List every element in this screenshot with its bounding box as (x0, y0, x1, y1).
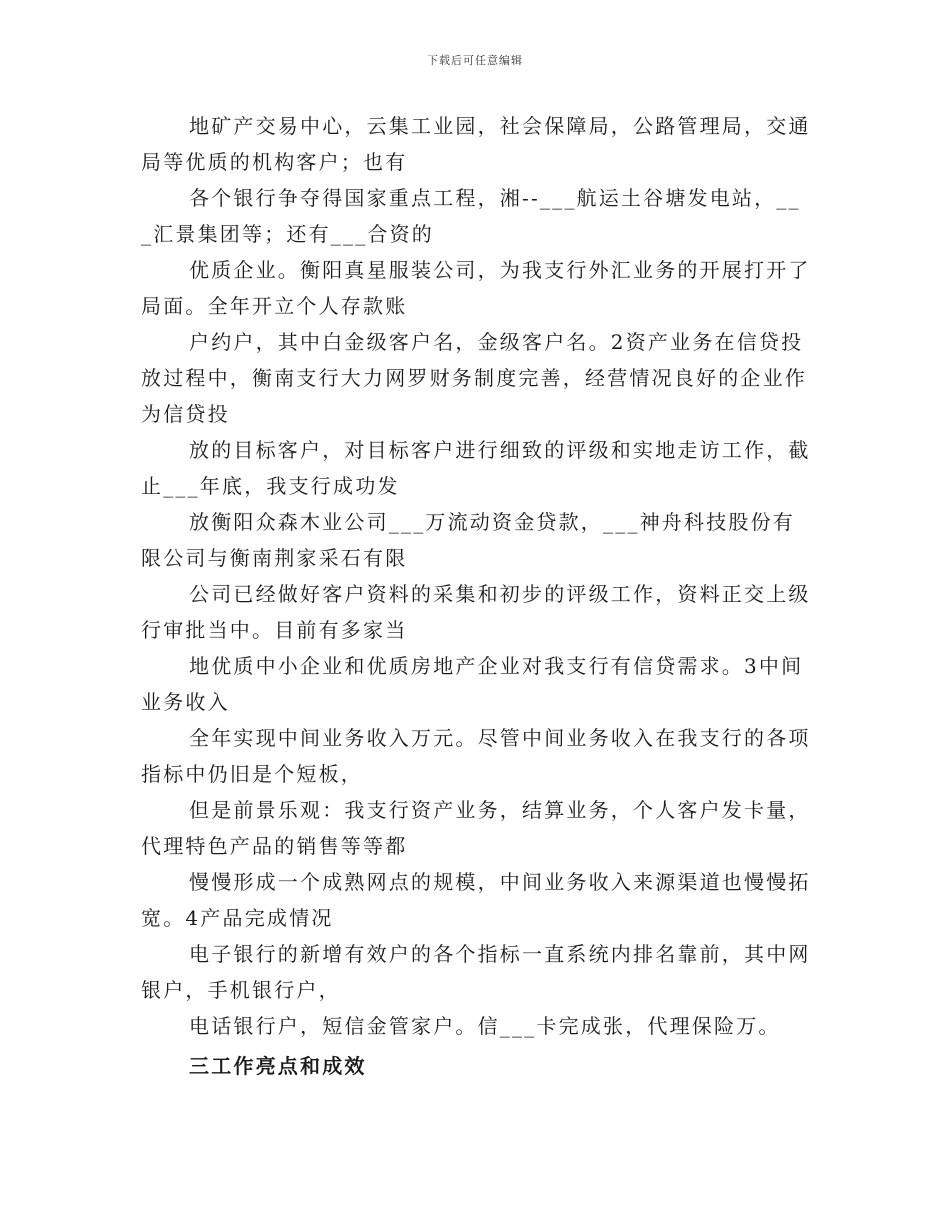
paragraph: 但是前景乐观：我支行资产业务，结算业务，个人客户发卡量，代理特色产品的销售等等都 (141, 798, 811, 858)
paragraph: 地矿产交易中心，云集工业园，社会保障局，公路管理局，交通局等优质的机构客户；也有 (141, 114, 811, 174)
section-heading: 三工作亮点和成效 (189, 1054, 367, 1078)
paragraph: 各个银行争夺得国家重点工程，湘--___航运土谷塘发电站，___汇景集团等；还有___合资的 (141, 186, 801, 246)
paragraph: 户约户，其中白金级客户名，金级客户名。2资产业务在信贷投放过程中，衡南支行大力网罗财务制度完善，经营情况良好的企业作为信贷投 (141, 330, 807, 426)
paragraph: 慢慢形成一个成熟网点的规模，中间业务收入来源渠道也慢慢拓宽。4产品完成情况 (141, 870, 811, 930)
paragraph: 优质企业。衡阳真星服装公司，为我支行外汇业务的开展打开了局面。全年开立个人存款账 (141, 258, 811, 318)
paragraph: 放衡阳众森木业公司___万流动资金贷款，___神舟科技股份有限公司与衡南荆家采石有限 (141, 510, 795, 570)
paragraph: 地优质中小企业和优质房地产企业对我支行有信贷需求。3中间业务收入 (141, 654, 804, 714)
page-header-note: 下载后可任意编辑 (427, 54, 523, 67)
paragraph: 电子银行的新增有效户的各个指标一直系统内排名靠前，其中网银户，手机银行户， (141, 942, 811, 1002)
paragraph: 电话银行户，短信金管家户。信___卡完成张，代理保险万。 (189, 1014, 781, 1038)
paragraph: 放的目标客户，对目标客户进行细致的评级和实地走访工作，截止___年底，我支行成功发 (141, 438, 811, 498)
paragraph: 公司已经做好客户资料的采集和初步的评级工作，资料正交上级行审批当中。目前有多家当 (141, 582, 811, 642)
document-body (141, 108, 811, 1084)
paragraph: 全年实现中间业务收入万元。尽管中间业务收入在我支行的各项指标中仍旧是个短板， (141, 726, 811, 786)
